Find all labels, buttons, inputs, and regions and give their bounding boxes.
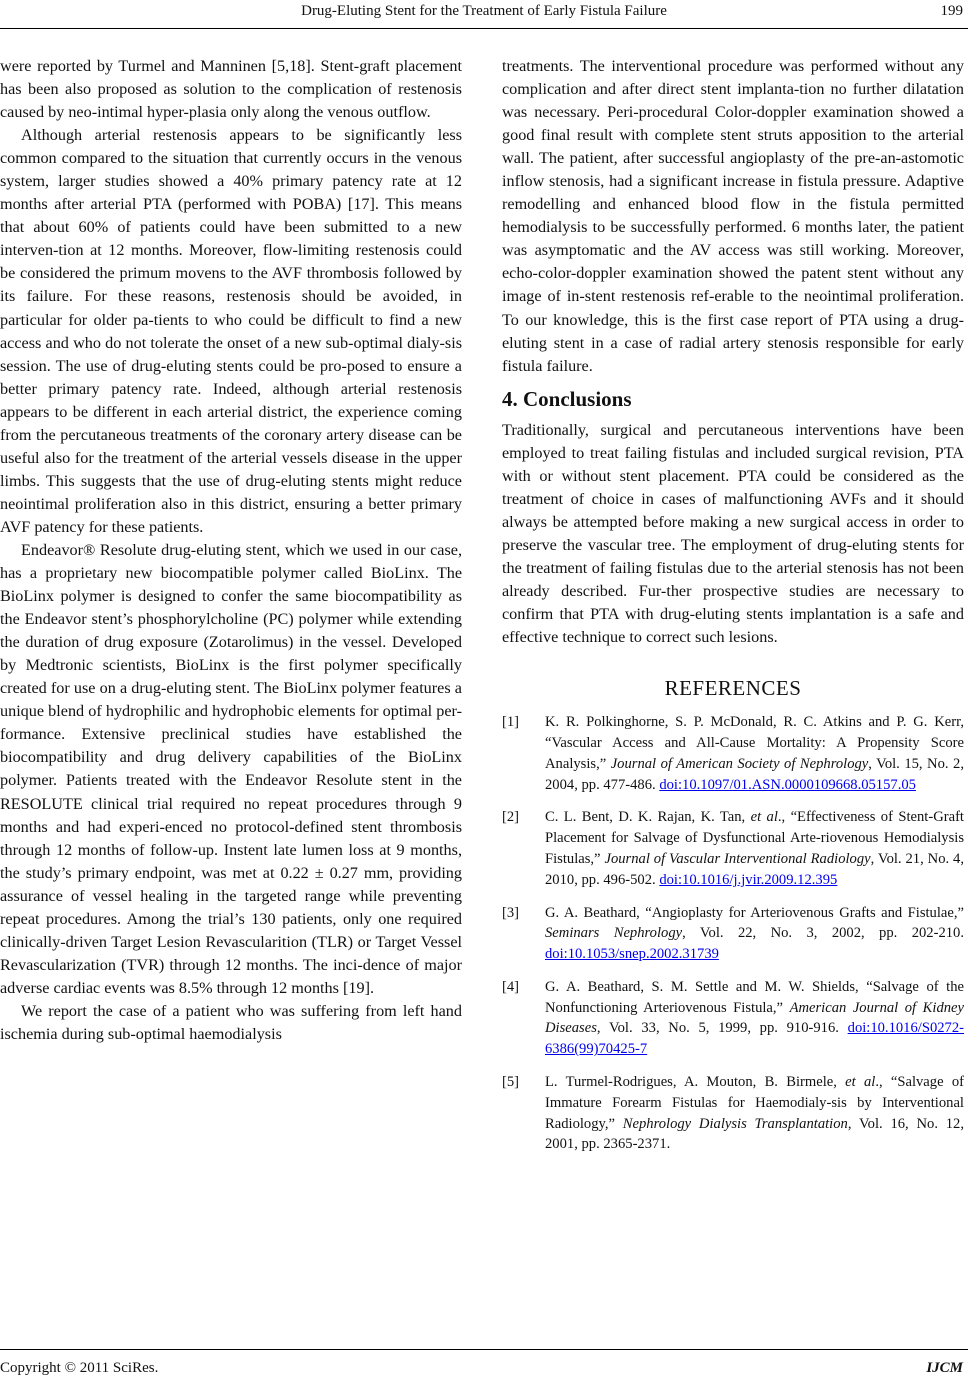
references-heading: REFERENCES	[664, 676, 802, 701]
reference-number: [2]	[502, 809, 520, 826]
right-column	[502, 55, 964, 1167]
reference-title: ., “Salvage of Immature Forearm Fistulas for Haemodialy-sis by Interventional Radiology,”	[545, 1074, 964, 1132]
conclusions-paragraph: Traditionally, surgical and percutaneous interventions have been employed to treat failing fistulas and included surgical revision, PTA with or without stent placement. PTA could be considered as the treatment of choice in cases of malfunctioning AVFs and it should always be attempted before making a new surgical access in order to preserve the vascular tree. The employment of drug-eluting stents for the treatment of failing fistulas due to the arterial stenosis has not been already described. Fur-ther prospective studies are necessary to confirm that PTA with drug-eluting stents implantation is a safe and effective technique to correct such lesions.	[502, 420, 964, 647]
reference-et-al: et al	[845, 1074, 876, 1091]
reference-number: [3]	[502, 904, 520, 921]
body-paragraph: We report the case of a patient who was suffering from left hand ischemia during sub-optimal haemodialysis	[0, 1001, 462, 1043]
reference-authors-title: G. A. Beathard, S. M. Settle and M. W. Shields, “Salvage of the Nonfunctioning Arteriovenous Fistula,”	[545, 978, 964, 1016]
reference-authors-title: G. A. Beathard, “Angioplasty for Arteriovenous Grafts and Fistulae,”	[545, 904, 964, 921]
body-paragraph: treatments. The interventional procedure was performed without any complication and after direct stent implanta-tion no further dilatation was necessary. Peri-procedural Color-doppler examination showed a good final result with complete stent struts apposition to the arterial wall. The patient, after successful angioplasty of the pre-an-astomotic inflow stenosis, had a significant increase in fistula pressure. Adaptive remodelling and enhanced blood flow in the fistula permitted hemodialysis to be successfully performed. 6 months later, the patient was asymptomatic and the AV access was still working. Moreover, echo-color-doppler examination showed the patent stent without any image of in-stent restenosis ref-erable to the neointimal proliferation. To our knowledge, this is the first case report of PTA using a drug-eluting stent in a case of radial artery stenosis responsible for early fistula failure.	[502, 57, 964, 375]
body-paragraph: were reported by Turmel and Manninen [5,18]. Stent-graft placement has been also proposed as solution to the complication of restenosis caused by neo-intimal hyper-plasia only along the venous outflow.	[0, 57, 462, 122]
reference-title: ., “Effectiveness of Stent-Graft Placement for Salvage of Dysfunctional Arte-riovenous Hemodialysis Fistulas,”	[545, 809, 964, 867]
reference-number: [1]	[502, 714, 520, 731]
reference-et-al: et al	[750, 809, 778, 826]
reference-journal: Journal of American Society of Nephrology	[610, 755, 869, 772]
left-column	[0, 55, 462, 1046]
reference-doi-link[interactable]: doi:10.1097/01.ASN.0000109668.05157.05	[659, 776, 916, 793]
reference-authors: C. L. Bent, D. K. Rajan, K. Tan,	[545, 809, 751, 826]
reference-volume: , Vol. 15, No. 2, 2004, pp. 477-486.	[545, 755, 964, 793]
reference-item	[502, 903, 964, 965]
reference-text	[545, 807, 964, 890]
copyright-notice: Copyright © 2011 SciRes.	[0, 1360, 159, 1376]
reference-doi-link[interactable]: doi:10.1053/snep.2002.31739	[545, 946, 719, 963]
reference-number: [5]	[502, 1074, 520, 1091]
reference-doi-link[interactable]: doi:10.1016/j.jvir.2009.12.395	[659, 871, 838, 888]
page-header	[0, 0, 968, 36]
reference-number: [4]	[502, 978, 520, 995]
reference-authors: L. Turmel-Rodrigues, A. Mouton, B. Birmele,	[545, 1074, 846, 1091]
reference-authors-title: K. R. Polkinghorne, S. P. McDonald, R. C. Atkins and P. G. Kerr, “Vascular Access and All-Cause Mortality: A Propensity Score Analysis,”	[545, 714, 964, 772]
reference-item	[502, 977, 964, 1060]
reference-text	[545, 1072, 964, 1155]
footer-divider	[0, 1349, 968, 1350]
reference-journal: American Journal of Kidney Diseases	[545, 999, 964, 1037]
header-divider	[0, 28, 968, 29]
reference-text	[545, 712, 964, 795]
reference-journal: Nephrology Dialysis Transplantation	[622, 1115, 848, 1132]
reference-doi-link[interactable]: doi:10.1016/S0272-6386(99)70425-7	[545, 1020, 964, 1058]
running-title: Drug-Eluting Stent for the Treatment of Early Fistula Failure	[301, 3, 667, 19]
reference-volume: , Vol. 22, No. 3, 2002, pp. 202-210.	[682, 925, 964, 942]
reference-item	[502, 1072, 964, 1155]
reference-text	[545, 977, 964, 1060]
body-paragraph: Although arterial restenosis appears to be significantly less common compared to the situation that currently occurs in the venous system, larger studies showed a 40% primary patency rate at 12 months after arterial PTA (performed with POBA) [17]. This means that about 60% of patients could have been submitted to a new interven-tion at 12 months. Moreover, flow-limiting restenosis could be considered the primum movens to the AVF thrombosis followed by its failure. For these reasons, restenosis should be avoided, in particular for older pa-tients to who could be difficult to find a new access and who do not tolerate the onset of a new sub-optimal dialy-sis session. The use of drug-eluting stents could be pro-posed to ensure a better primary patency rate. Indeed, although arterial restenosis appears to be different in each arterial district, the experience coming from the percutaneous treatments of the coronary artery disease can be useful also for the treatment of the arterial vessels disease in the upper limbs. This suggests that the use of drug-eluting stents might reduce neointimal proliferation also in this district, ensuring a better primary AVF patency for these patients.	[0, 126, 462, 536]
reference-volume: , Vol. 21, No. 4, 2010, pp. 496-502.	[545, 850, 965, 888]
reference-item	[502, 712, 964, 795]
page-footer	[0, 1342, 968, 1386]
reference-volume: , Vol. 16, No. 12, 2001, pp. 2365-2371.	[545, 1115, 964, 1153]
body-paragraph: Endeavor® Resolute drug-eluting stent, which we used in our case, has a proprietary new biocompatible polymer called BioLinx. The BioLinx polymer is designed to confer the same biocompatibility as the Endeavor stent’s phosphorylcholine (PC) polymer while extending the duration of drug exposure (Zotarolimus) in the vessel. Developed by Medtronic scientists, BioLinx is the first polymer specifically created for use on a drug-eluting stent. The BioLinx polymer features a unique blend of hydrophilic and hydrophobic elements for optimal per-formance. Extensive preclinical studies have established the biocompatibility and drug delivery capabilities of the BioLinx polymer. Patients treated with the Endeavor Resolute stent in the RESOLUTE clinical trial required no repeat procedures through 9 months and had experi-enced no protocol-defined stent thrombosis through 12 months of follow-up. Instent late lumen loss at 9 months, the study’s primary endpoint, was met at 0.22 ± 0.27 mm, providing assurance of vessel healing in the targeted range while preventing repeat procedures. Among the trial’s 130 patients, only one required clinically-driven Target Lesion Revascularition (TLR) or Target Vessel Revascularization (TVR) through 12 months. The inci-dence of major adverse cardiac events was 8.5% through 12 months [19].	[0, 540, 462, 997]
reference-text	[545, 903, 964, 965]
page-number: 199	[940, 3, 963, 19]
section-heading-conclusions: 4. Conclusions	[502, 386, 632, 411]
reference-journal: Journal of Vascular Interventional Radiology	[604, 850, 871, 867]
reference-item	[502, 807, 964, 890]
reference-volume: , Vol. 33, No. 5, 1999, pp. 910-916.	[596, 1020, 848, 1037]
journal-abbreviation: IJCM	[926, 1360, 963, 1376]
reference-journal: Seminars Nephrology	[545, 925, 683, 942]
